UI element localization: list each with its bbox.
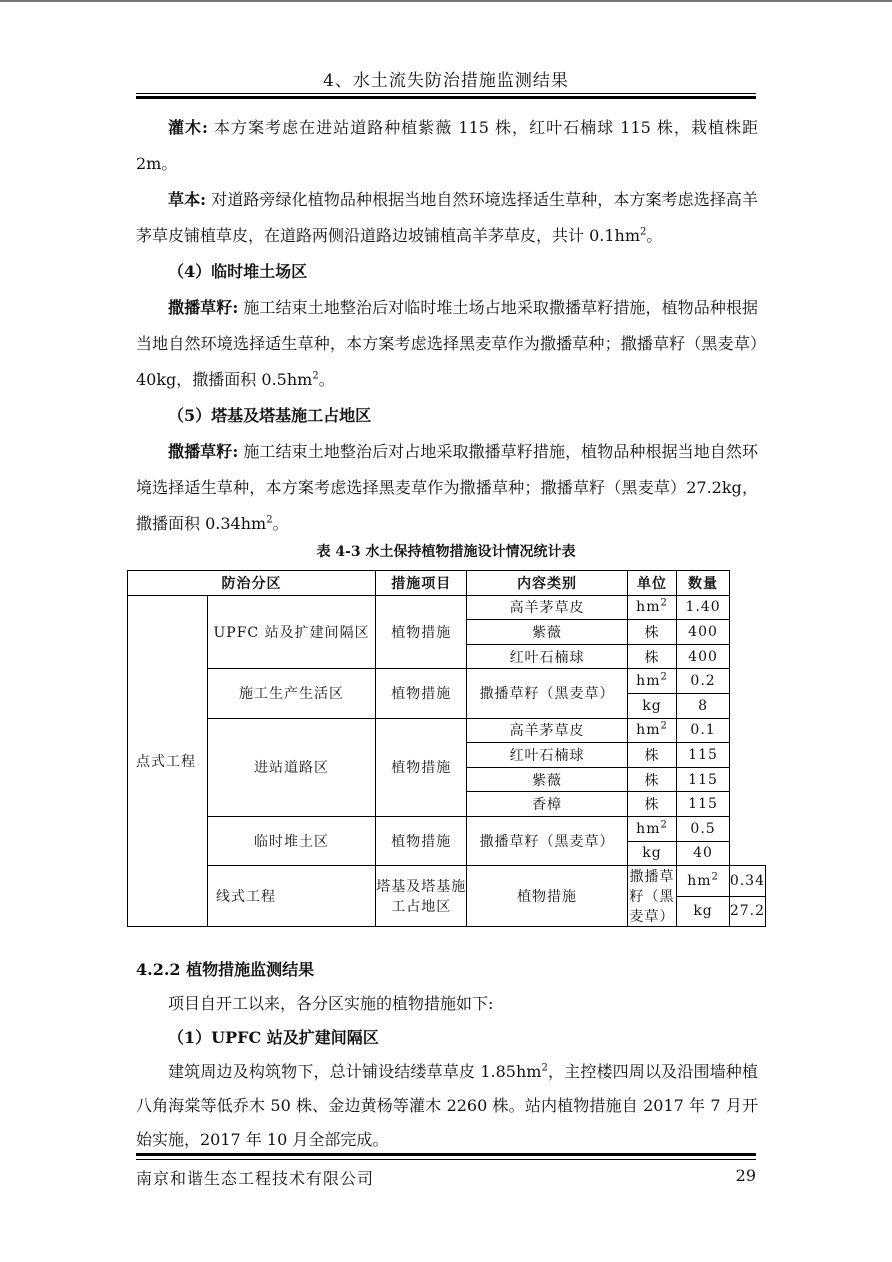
subheading-5: （5）塔基及塔基施工占地区 bbox=[168, 406, 372, 425]
unit-cell: $hm^2$ bbox=[627, 718, 676, 743]
measure-cell: 植物措施 bbox=[467, 866, 627, 927]
unit-cell: 株 bbox=[627, 743, 676, 768]
item-cell: 香樟 bbox=[467, 792, 627, 817]
value-cell: 115 bbox=[677, 792, 730, 817]
zone-road: 进站道路区 bbox=[207, 718, 375, 816]
item-cell: 撒播草籽（黑麦草） bbox=[467, 669, 627, 718]
unit-cell: 株 bbox=[627, 792, 676, 817]
section-heading: 4.2.2 植物措施监测结果 bbox=[136, 960, 315, 979]
footer-rule-thin bbox=[136, 1159, 756, 1160]
unit-cell: 株 bbox=[627, 767, 676, 792]
measure-cell: 植物措施 bbox=[376, 816, 467, 865]
value-cell: 0.2 bbox=[677, 669, 730, 694]
header-content: 内容类别 bbox=[467, 571, 627, 596]
item-cell: 撒播草籽（黑麦草） bbox=[627, 866, 676, 927]
shrub-paragraph: 灌木: 本方案考虑在进站道路种植紫薇 115 株，红叶石楠球 115 株，栽植株距 2m。 bbox=[136, 118, 758, 173]
top-border bbox=[0, 0, 892, 2]
item-cell: 高羊茅草皮 bbox=[467, 718, 627, 743]
table-row bbox=[128, 866, 766, 897]
item-cell: 紫薇 bbox=[467, 620, 627, 645]
sowing-paragraph-4: 撒播草籽: 施工结束土地整治后对临时堆土场占地采取撒播草籽措施，植物品种根据当地自然环境选择适生草种，本方案考虑选择黑麦草作为撒播草种；撒播草籽（黑麦草）40kg，撒播面积 $0.5hm^2$。 bbox=[136, 298, 758, 389]
page-header-title: 4、水土流失防治措施监测结果 bbox=[323, 71, 569, 91]
unit-cell: 株 bbox=[627, 620, 676, 645]
header-rule-thin bbox=[136, 93, 756, 94]
item-cell: 红叶石楠球 bbox=[467, 743, 627, 768]
value-cell: 400 bbox=[677, 620, 730, 645]
value-cell: 40 bbox=[677, 841, 730, 866]
footer-company: 南京和谐生态工程技术有限公司 bbox=[136, 1169, 375, 1188]
table-row bbox=[128, 595, 766, 620]
page-number: 29 bbox=[735, 1166, 756, 1185]
value-cell: 1.40 bbox=[677, 595, 730, 620]
item-cell: 撒播草籽（黑麦草） bbox=[467, 816, 627, 865]
unit-cell: $hm^2$ bbox=[627, 669, 676, 694]
value-cell: 0.34 bbox=[729, 866, 765, 897]
zone-temp: 临时堆土区 bbox=[207, 816, 375, 865]
unit-cell: kg bbox=[677, 896, 730, 927]
value-cell: 8 bbox=[677, 693, 730, 718]
section-subheading-1: （1）UPFC 站及扩建间隔区 bbox=[168, 1028, 379, 1047]
value-cell: 400 bbox=[677, 644, 730, 669]
header-zone: 防治分区 bbox=[128, 571, 376, 596]
zone-upfc: UPFC 站及扩建间隔区 bbox=[207, 595, 375, 669]
measure-cell: 植物措施 bbox=[376, 718, 467, 816]
value-cell: 0.5 bbox=[677, 816, 730, 841]
unit-cell: $hm^2$ bbox=[627, 816, 676, 841]
unit-cell: kg bbox=[627, 841, 676, 866]
measure-cell: 植物措施 bbox=[376, 669, 467, 718]
table-caption: 表 4-3 水土保持植物措施设计情况统计表 bbox=[316, 544, 576, 560]
measure-cell: 植物措施 bbox=[376, 595, 467, 669]
table-row bbox=[128, 816, 766, 841]
table-header-row bbox=[128, 571, 766, 596]
zone-tower: 塔基及塔基施工占地区 bbox=[376, 866, 467, 927]
header-rule-thick bbox=[136, 96, 756, 99]
unit-cell: 株 bbox=[627, 644, 676, 669]
value-cell: 27.2 bbox=[729, 896, 765, 927]
value-cell: 115 bbox=[677, 767, 730, 792]
section-intro: 项目自开工以来，各分区实施的植物措施如下: bbox=[168, 994, 494, 1013]
group-point: 点式工程 bbox=[128, 595, 208, 927]
unit-cell: kg bbox=[627, 693, 676, 718]
item-cell: 紫薇 bbox=[467, 767, 627, 792]
item-cell: 红叶石楠球 bbox=[467, 644, 627, 669]
sowing-paragraph-5: 撒播草籽: 施工结束土地整治后对占地采取撒播草籽措施，植物品种根据当地自然环境选择适生草种，本方案考虑选择黑麦草作为撒播草种；撒播草籽（黑麦草）27.2kg，撒播面积 $0.34hm^2$。 bbox=[136, 442, 758, 533]
section-paragraph: 建筑周边及构筑物下，总计铺设结缕草草皮 $1.85hm^2$，主控楼四周以及沿围墙种植八角海棠等低乔木 50 株、金边黄杨等灌木 2260 株。站内植物措施自 2017 年 7 月开始实施，2017 年 10 月全部完成。 bbox=[136, 1062, 758, 1149]
value-cell: 0.1 bbox=[677, 718, 730, 743]
header-unit: 单位 bbox=[627, 571, 676, 596]
grass-paragraph: 草本: 对道路旁绿化植物品种根据当地自然环境选择适生草种，本方案考虑选择高羊茅草皮铺植草皮，在道路两侧沿道路边坡铺植高羊茅草皮，共计 $0.1hm^2$。 bbox=[136, 190, 758, 245]
value-cell: 115 bbox=[677, 743, 730, 768]
footer-rule-thick bbox=[136, 1153, 756, 1156]
section-4-2-2 bbox=[136, 953, 758, 1157]
header-quantity: 数量 bbox=[677, 571, 730, 596]
unit-cell: $hm^2$ bbox=[627, 595, 676, 620]
plant-measures-table bbox=[127, 570, 766, 927]
item-cell: 高羊茅草皮 bbox=[467, 595, 627, 620]
table-row bbox=[128, 669, 766, 694]
header-measure: 措施项目 bbox=[376, 571, 467, 596]
unit-cell: $hm^2$ bbox=[677, 866, 730, 897]
table-row bbox=[128, 718, 766, 743]
body-paragraphs bbox=[136, 110, 758, 542]
zone-living: 施工生产生活区 bbox=[207, 669, 375, 718]
group-line: 线式工程 bbox=[207, 866, 375, 927]
subheading-4: （4）临时堆土场区 bbox=[168, 262, 308, 281]
